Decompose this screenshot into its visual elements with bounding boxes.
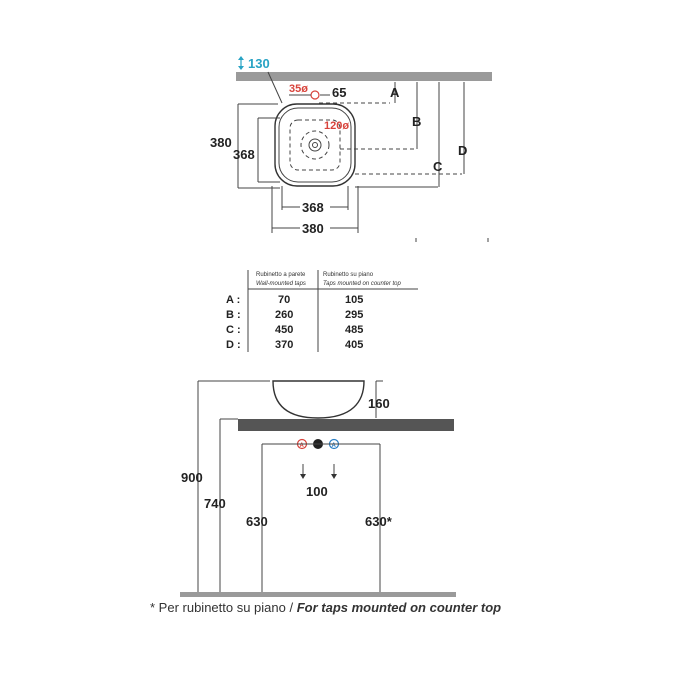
basin-bowl: [273, 381, 364, 418]
dim-368-bottom-label: 368: [302, 200, 324, 215]
table-header-counter-en: Taps mounted on counter top: [323, 281, 401, 287]
footnote: [150, 600, 501, 615]
wall-bar: [236, 72, 492, 81]
top-view: [210, 56, 492, 242]
footnote-it: * Per rubinetto su piano /: [150, 600, 297, 615]
dimension-table: [226, 270, 418, 352]
table-row-c-counter: 485: [345, 324, 364, 336]
table-row-a-wall: 70: [278, 294, 291, 306]
table-row-d-key: D :: [226, 339, 241, 351]
dim-120-label: 120ø: [324, 120, 350, 132]
dim-160-label: 160: [368, 396, 390, 411]
dim-900-label: 900: [181, 470, 203, 485]
dim-100-label: 100: [306, 484, 328, 499]
label-a: A: [390, 85, 400, 100]
table-row-a-counter: 105: [345, 294, 364, 306]
footnote-en: For taps mounted on counter top: [296, 600, 502, 615]
floor-bar: [180, 592, 456, 597]
dim-380-side-label: 380: [210, 135, 232, 150]
dim-630-star-label: 630*: [365, 514, 392, 529]
svg-text:A: A: [331, 443, 336, 449]
dim-380-bottom-label: 380: [302, 221, 324, 236]
dim-740-label: 740: [204, 496, 226, 511]
drain-outer: [301, 131, 329, 159]
dim-130-icon: [238, 56, 244, 70]
dim-130-label: 130: [248, 56, 270, 71]
dim-65-label: 65: [332, 85, 347, 100]
side-view: [180, 381, 456, 597]
table-header-wall-en: Wall-mounted taps: [256, 281, 306, 287]
table-header-counter: Rubinetto su piano: [323, 272, 374, 278]
svg-text:A: A: [299, 443, 304, 449]
table-row-d-counter: 405: [345, 339, 364, 351]
basin-outer: [275, 104, 355, 186]
table-header-wall: Rubinetto a parete: [256, 272, 306, 278]
table-row-a-key: A :: [226, 294, 241, 306]
dim-630-label: 630: [246, 514, 268, 529]
table-row-c-wall: 450: [275, 324, 294, 336]
tap-hole: [311, 91, 319, 99]
table-row-c-key: C :: [226, 324, 241, 336]
label-d: D: [458, 143, 468, 158]
table-row-d-wall: 370: [275, 339, 294, 351]
table-row-b-wall: 260: [275, 309, 294, 321]
drain-core: [313, 143, 318, 148]
counter-top: [238, 419, 454, 431]
table-row-b-counter: 295: [345, 309, 364, 321]
dim-35-label: 35ø: [289, 83, 308, 95]
label-b: B: [412, 114, 422, 129]
table-row-b-key: B :: [226, 309, 241, 321]
label-c: C: [433, 159, 443, 174]
dim-368-side-label: 368: [233, 147, 255, 162]
drain-inner: [309, 139, 321, 151]
